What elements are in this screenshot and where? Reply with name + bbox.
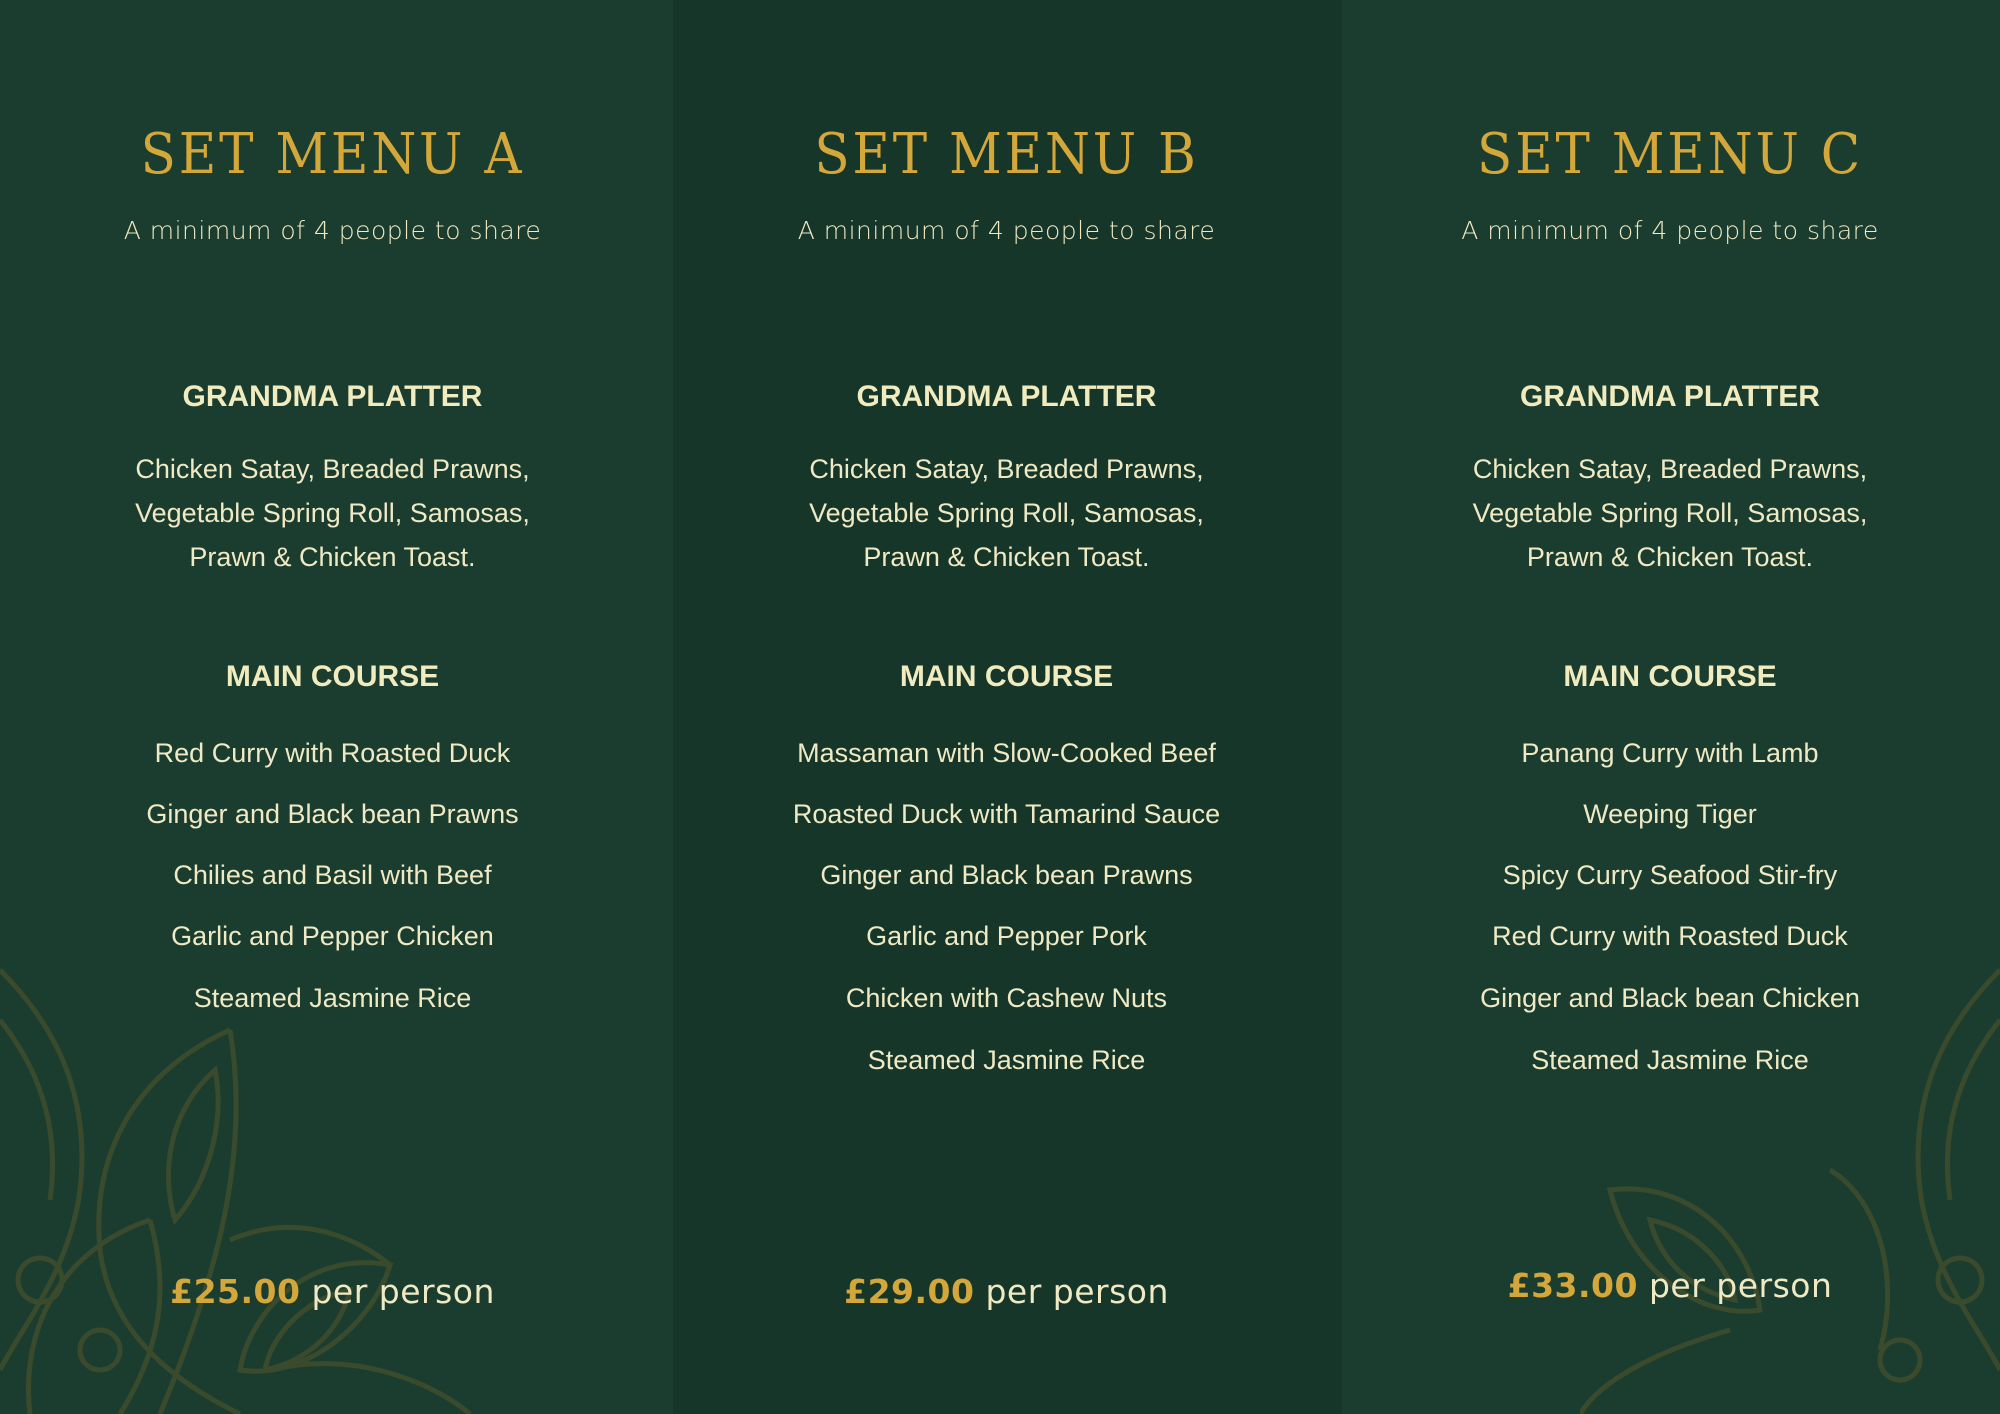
main-course-heading: MAIN COURSE <box>1563 660 1777 693</box>
menu-item: Garlic and Pepper Chicken <box>171 921 494 951</box>
menu-item: Steamed Jasmine Rice <box>193 983 472 1013</box>
menu-price <box>673 1272 1340 1311</box>
menu-subtitle: A minimum of 4 people to share <box>1461 216 1879 245</box>
platter-line: Vegetable Spring Roll, Samosas, <box>1472 498 1868 528</box>
menu-item: Red Curry with Roasted Duck <box>154 738 511 768</box>
menu-title: SET MENU C <box>1477 122 1863 187</box>
menu-price <box>1342 1266 1998 1305</box>
platter-line: Prawn & Chicken Toast. <box>1526 542 1814 572</box>
platter-line: Prawn & Chicken Toast. <box>863 542 1150 572</box>
menu-item: Steamed Jasmine Rice <box>1531 1045 1809 1075</box>
set-menu-a <box>0 0 665 1414</box>
main-course-heading: MAIN COURSE <box>225 660 440 693</box>
menu-item: Roasted Duck with Tamarind Sauce <box>792 799 1221 829</box>
menu-title: SET MENU A <box>140 122 525 187</box>
menu-item: Ginger and Black bean Prawns <box>146 799 519 829</box>
menu-item: Steamed Jasmine Rice <box>867 1045 1146 1075</box>
platter-line: Vegetable Spring Roll, Samosas, <box>135 498 530 528</box>
price-suffix: per person <box>311 1272 495 1311</box>
menu-subtitle: A minimum of 4 people to share <box>123 216 542 245</box>
platter-heading: GRANDMA PLATTER <box>856 380 1157 413</box>
platter-heading: GRANDMA PLATTER <box>1520 380 1820 413</box>
platter-line: Chicken Satay, Breaded Prawns, <box>135 454 530 484</box>
platter-line: Prawn & Chicken Toast. <box>189 542 476 572</box>
menu-item: Massaman with Slow-Cooked Beef <box>797 738 1216 768</box>
platter-heading: GRANDMA PLATTER <box>182 380 483 413</box>
menu-item: Red Curry with Roasted Duck <box>1492 921 1848 951</box>
platter-line: Vegetable Spring Roll, Samosas, <box>809 498 1204 528</box>
menu-item: Chicken with Cashew Nuts <box>845 983 1168 1013</box>
price-suffix: per person <box>985 1272 1169 1311</box>
main-course-heading: MAIN COURSE <box>899 660 1114 693</box>
menu-item: Ginger and Black bean Prawns <box>820 860 1193 890</box>
set-menu-b <box>673 0 1340 1414</box>
menu-item: Chilies and Basil with Beef <box>173 860 492 890</box>
platter-line: Chicken Satay, Breaded Prawns, <box>1472 454 1868 484</box>
menu-item: Ginger and Black bean Chicken <box>1480 983 1860 1013</box>
menu-title: SET MENU B <box>814 122 1199 187</box>
menu-price <box>0 1272 665 1311</box>
price-amount: £33.00 <box>1507 1266 1638 1305</box>
platter-line: Chicken Satay, Breaded Prawns, <box>809 454 1204 484</box>
menu-item: Weeping Tiger <box>1583 799 1757 829</box>
set-menu-c <box>1342 0 1998 1414</box>
menu-item: Garlic and Pepper Pork <box>866 921 1147 951</box>
price-suffix: per person <box>1648 1266 1833 1305</box>
menu-item: Panang Curry with Lamb <box>1521 738 1819 768</box>
menu-subtitle: A minimum of 4 people to share <box>797 216 1216 245</box>
price-amount: £29.00 <box>844 1272 975 1311</box>
menu-item: Spicy Curry Seafood Stir-fry <box>1502 860 1838 890</box>
price-amount: £25.00 <box>170 1272 301 1311</box>
